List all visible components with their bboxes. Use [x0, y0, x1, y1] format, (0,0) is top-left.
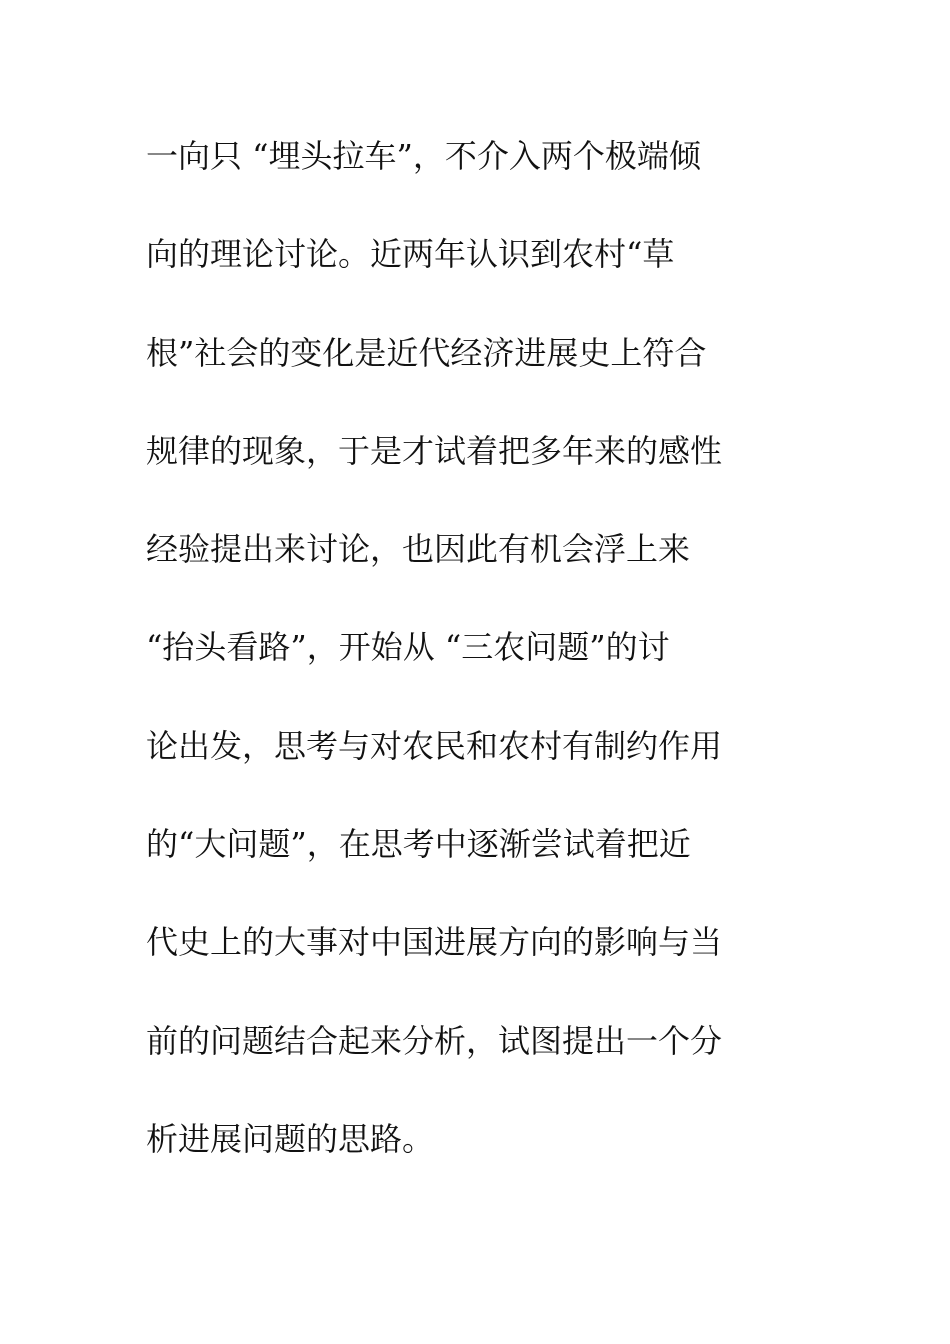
- text-line-10: 前的问题结合起来分析，试图提出一个分: [146, 1021, 723, 1060]
- text-line-8: 的“大问题”，在思考中逐渐尝试着把近: [146, 825, 691, 864]
- text-line-11: 析进展问题的思路。: [146, 1119, 435, 1158]
- body-paragraph: [146, 128, 826, 1209]
- text-line-6: “抬头看路”，开始从 “三农问题”的讨: [146, 628, 670, 667]
- text-line-9: 代史上的大事对中国进展方向的影响与当: [146, 923, 723, 962]
- text-line-3: 根”社会的变化是近代经济进展史上符合: [146, 333, 707, 372]
- text-line-4: 规律的现象，于是才试着把多年来的感性: [146, 431, 723, 470]
- text-line-1: 一向只 “埋头拉车”，不介入两个极端倾: [146, 137, 701, 175]
- text-line-2: 向的理论讨论。近两年认识到农村“草: [146, 235, 675, 274]
- text-line-5: 经验提出来讨论，也因此有机会浮上来: [146, 530, 691, 569]
- text-line-7: 论出发，思考与对农民和农村有制约作用: [146, 726, 723, 765]
